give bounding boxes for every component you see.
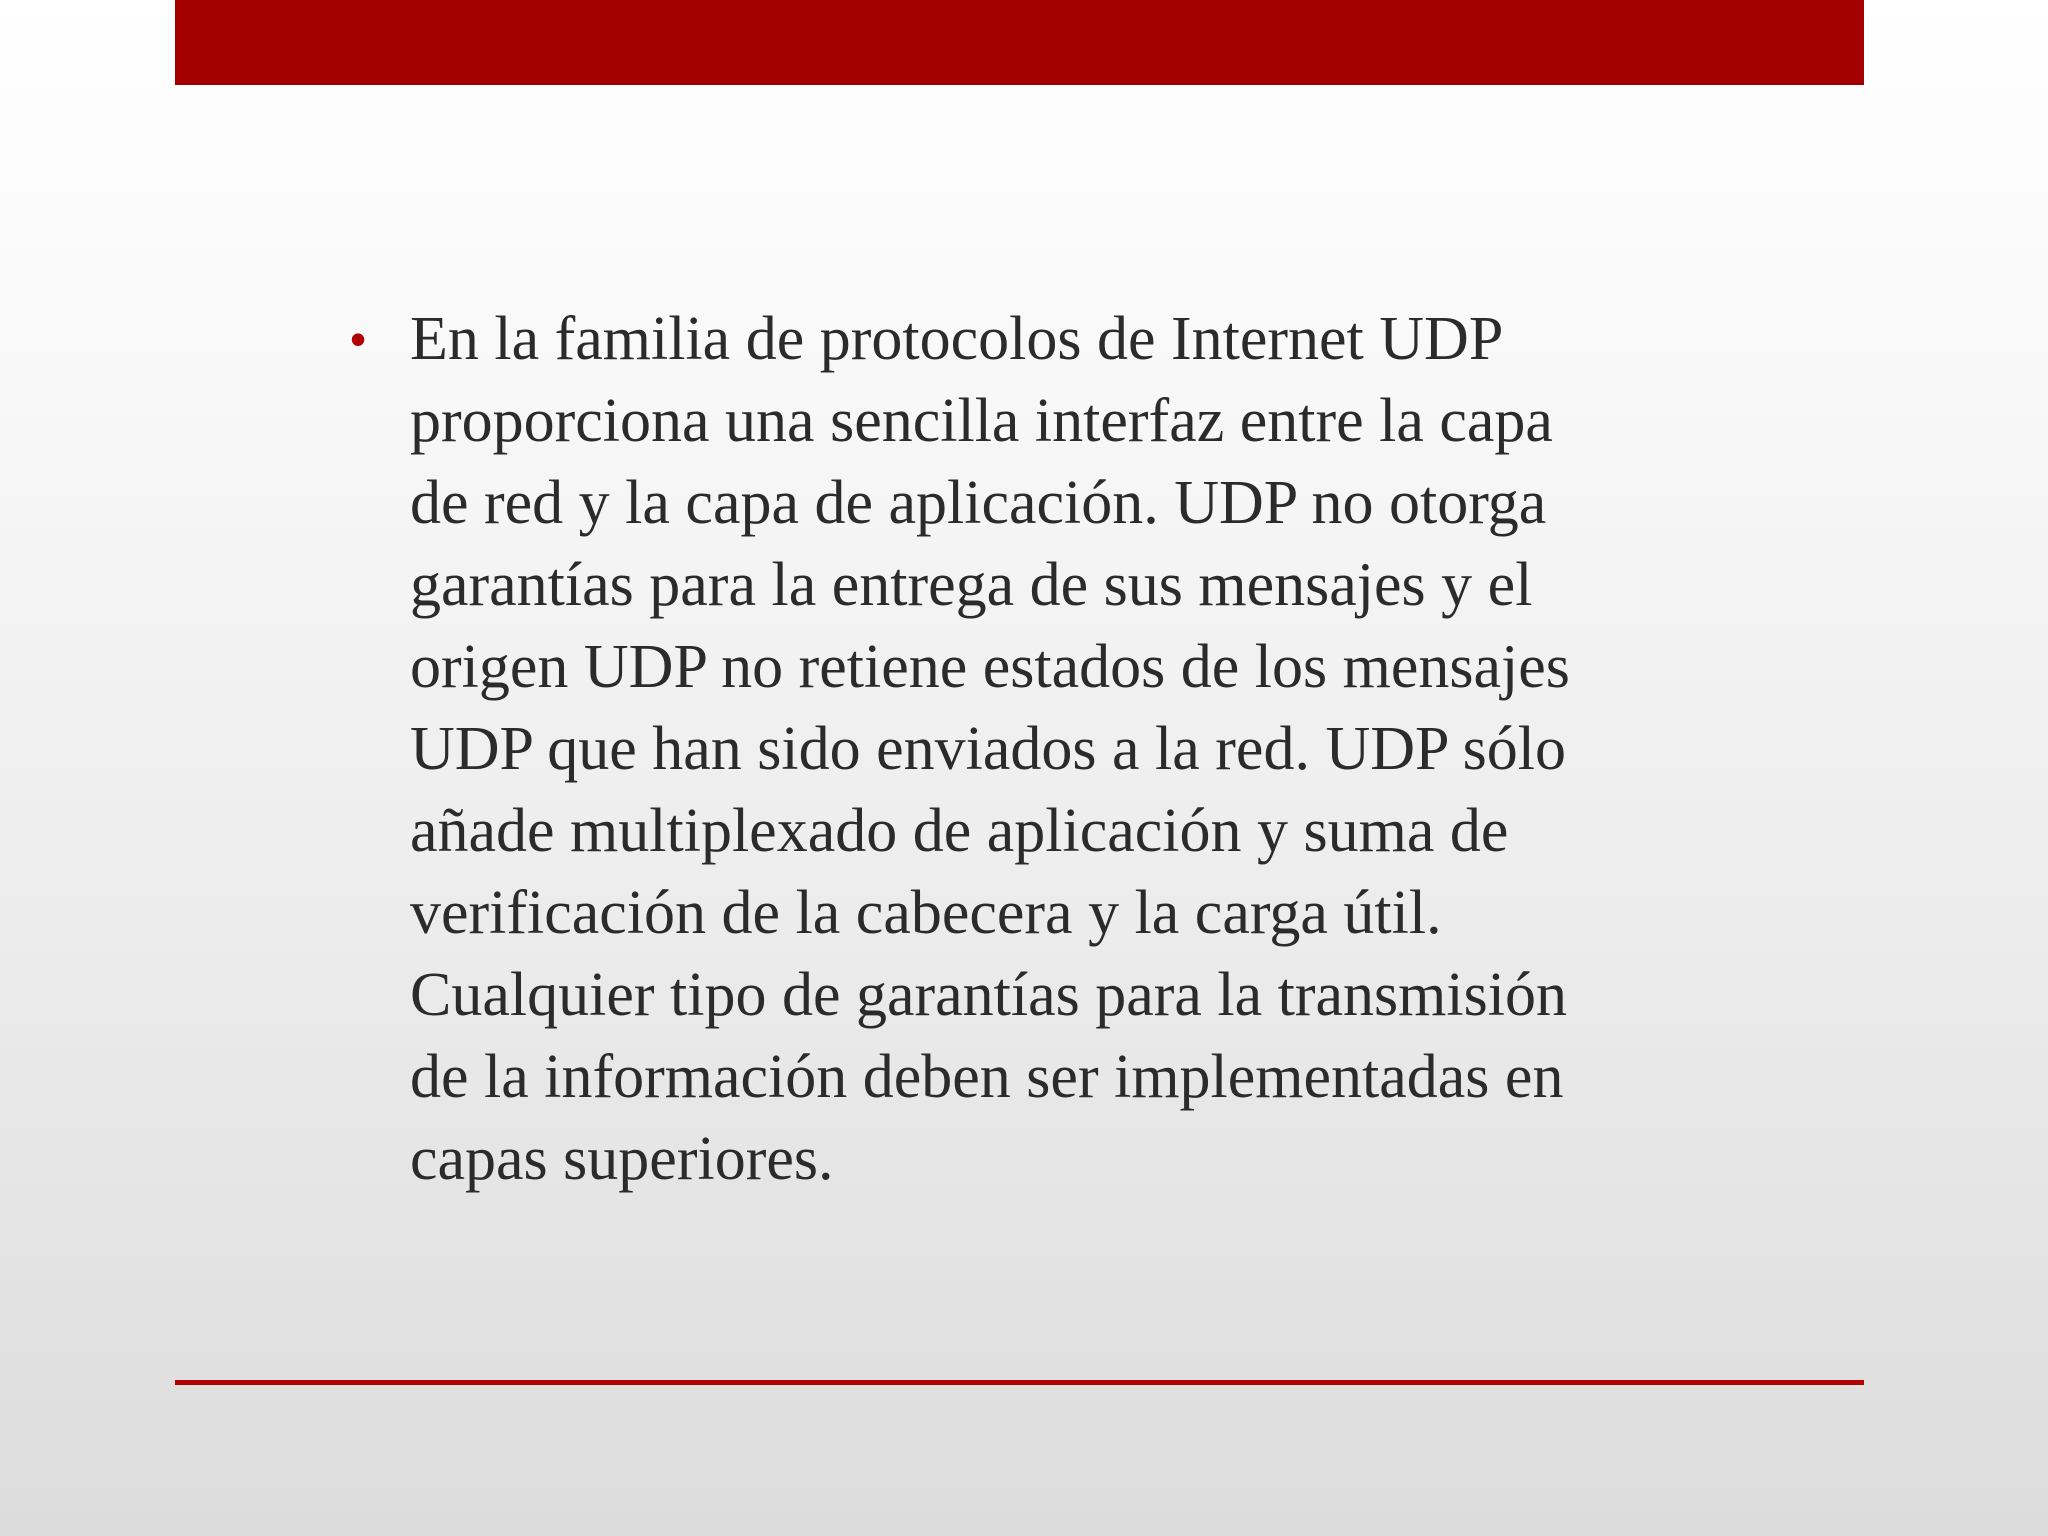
bullet-icon: • [350, 313, 367, 365]
top-accent-bar [175, 0, 1864, 85]
text-line: verificación de la cabecera y la carga útil. [410, 879, 1442, 947]
text-line: origen UDP no retiene estados de los mensajes [410, 633, 1570, 701]
text-line: de red y la capa de aplicación. UDP no otorga [410, 469, 1547, 537]
text-line: añade multiplexado de aplicación y suma de [410, 797, 1509, 865]
text-line: capas superiores. [410, 1125, 834, 1193]
text-line: garantías para la entrega de sus mensajes y el [410, 551, 1533, 619]
text-line: En la familia de protocolos de Internet UDP [410, 305, 1504, 373]
slide-body [345, 298, 1725, 1200]
text-line: proporciona una sencilla interfaz entre la capa [410, 387, 1553, 455]
text-line: de la información deben ser implementadas en [410, 1043, 1564, 1111]
bottom-divider [175, 1380, 1864, 1385]
bullet-paragraph [345, 298, 1725, 1200]
text-line: Cualquier tipo de garantías para la transmisión [410, 961, 1567, 1029]
text-line: UDP que han sido enviados a la red. UDP sólo [410, 715, 1567, 783]
